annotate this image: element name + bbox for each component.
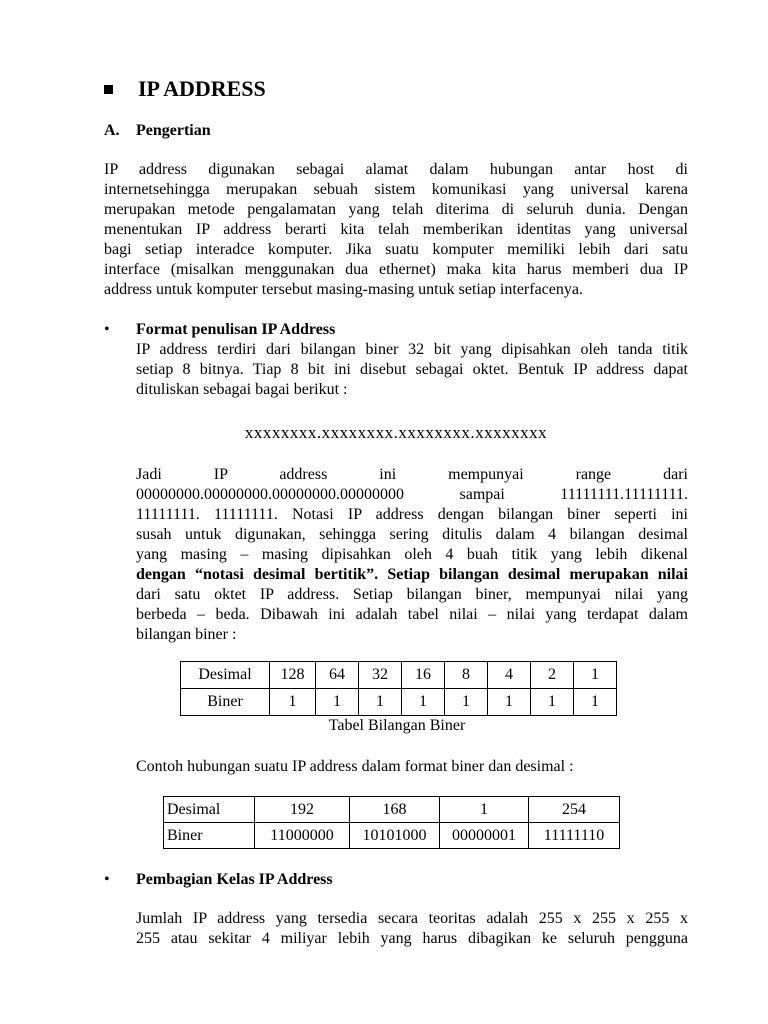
table-cell: 1 xyxy=(531,689,574,716)
table-cell: 1 xyxy=(445,689,488,716)
table-row xyxy=(164,797,620,823)
table-cell: 64 xyxy=(316,662,359,689)
table-cell: 1 xyxy=(440,797,529,823)
table-cell: 168 xyxy=(350,797,440,823)
range-line: bilangan biner : xyxy=(136,626,237,643)
bullet-dot-icon: • xyxy=(104,321,110,338)
range-line: Jadi IP address ini mempunyai range dari xyxy=(136,466,688,483)
example-ip-table xyxy=(163,796,620,849)
table-cell: 32 xyxy=(359,662,402,689)
intro-line: address untuk komputer tersebut masing-masing untuk setiap interfacenya. xyxy=(104,281,583,298)
table-cell: 11111110 xyxy=(529,823,620,849)
section-a-title: Pengertian xyxy=(136,122,211,139)
table-row xyxy=(181,662,617,689)
bullet-dot-icon: • xyxy=(104,871,110,888)
example-intro-line: Contoh hubungan suatu IP address dalam format biner dan desimal : xyxy=(136,758,574,775)
table-cell: Desimal xyxy=(164,797,255,823)
table-cell: 1 xyxy=(488,689,531,716)
intro-line: menentukan IP address berarti kita telah memberikan identitas yang universal xyxy=(104,221,688,238)
table-cell: 2 xyxy=(531,662,574,689)
class-heading-text: Pembagian Kelas IP Address xyxy=(136,871,333,888)
table-row xyxy=(164,823,620,849)
example-intro xyxy=(136,757,688,777)
class-bullet-heading xyxy=(104,870,333,890)
main-heading-text: IP ADDRESS xyxy=(138,76,266,101)
binary-value-table xyxy=(180,661,617,716)
format-bullet-heading xyxy=(104,320,335,340)
format-line: setiap 8 bitnya. Tiap 8 bit ini disebut sebagai oktet. Bentuk IP address dapat xyxy=(136,361,688,378)
table-cell: 1 xyxy=(402,689,445,716)
table-cell: 1 xyxy=(316,689,359,716)
table-cell: Biner xyxy=(164,823,255,849)
table-row xyxy=(181,689,617,716)
intro-line: merupakan metode pengalamatan yang telah diterima di seluruh dunia. Dengan xyxy=(104,201,688,218)
table-cell: 4 xyxy=(488,662,531,689)
intro-line: bagi setiap interadce komputer. Jika suatu komputer memiliki lebih dari satu xyxy=(104,241,688,258)
table-cell: 8 xyxy=(445,662,488,689)
square-bullet-icon xyxy=(104,85,113,94)
table-cell: 00000001 xyxy=(440,823,529,849)
table-cell: 1 xyxy=(574,662,617,689)
range-line: susah untuk digunakan, sehingga sering ditulis dalam 4 bilangan desimal xyxy=(136,526,688,543)
intro-line: IP address digunakan sebagai alamat dalam hubungan antar host di xyxy=(104,161,688,178)
format-line: IP address terdiri dari bilangan biner 32 bit yang dipisahkan oleh tanda titik xyxy=(136,341,688,358)
format-pattern: xxxxxxxx.xxxxxxxx.xxxxxxxx.xxxxxxxx xyxy=(244,423,548,442)
table-cell: 16 xyxy=(402,662,445,689)
table-caption: Tabel Bilangan Biner xyxy=(328,717,466,734)
range-line: 00000000.00000000.00000000.00000000 sampai 11111111.11111111. xyxy=(136,486,688,503)
format-line: dituliskan sebagai bagai berikut : xyxy=(136,381,348,398)
range-line: yang masing – masing dipisahkan oleh 4 buah titik yang lebih dikenal xyxy=(136,546,688,563)
format-paragraph xyxy=(136,340,688,400)
range-line: 11111111. 11111111. Notasi IP address dengan bilangan biner seperti ini xyxy=(136,506,688,523)
main-heading xyxy=(104,76,266,102)
table-cell: 128 xyxy=(270,662,316,689)
table-cell: 1 xyxy=(270,689,316,716)
table-cell: 1 xyxy=(359,689,402,716)
class-paragraph xyxy=(136,909,688,949)
table-cell: 11000000 xyxy=(255,823,350,849)
table-cell: Biner xyxy=(181,689,270,716)
table-cell: 1 xyxy=(574,689,617,716)
range-paragraph xyxy=(136,465,688,645)
section-a-marker: A. xyxy=(104,122,120,139)
intro-line: internetsehingga merupakan sebuah sistem komunikasi yang universal karena xyxy=(104,181,688,198)
range-bold-line: dengan “notasi desimal bertitik”. Setiap bilangan desimal merupakan nilai xyxy=(136,566,688,583)
table-cell: 192 xyxy=(255,797,350,823)
intro-paragraph xyxy=(104,160,688,300)
format-heading-text: Format penulisan IP Address xyxy=(136,321,336,338)
table-cell: 10101000 xyxy=(350,823,440,849)
intro-line: interface (misalkan menggunakan dua ethernet) maka kita harus memberi dua IP xyxy=(104,261,688,278)
range-line: berbeda – beda. Dibawah ini adalah tabel nilai – nilai yang terdapat dalam xyxy=(136,606,688,623)
table-cell: 254 xyxy=(529,797,620,823)
class-line: Jumlah IP address yang tersedia secara teoritas adalah 255 x 255 x 255 x xyxy=(136,910,688,927)
table-cell: Desimal xyxy=(181,662,270,689)
range-line: dari satu oktet IP address. Setiap bilangan biner, mempunyai nilai yang xyxy=(136,586,688,603)
class-line: 255 atau sekitar 4 miliyar lebih yang harus dibagikan ke seluruh pengguna xyxy=(136,930,688,947)
section-a-heading xyxy=(104,121,211,141)
